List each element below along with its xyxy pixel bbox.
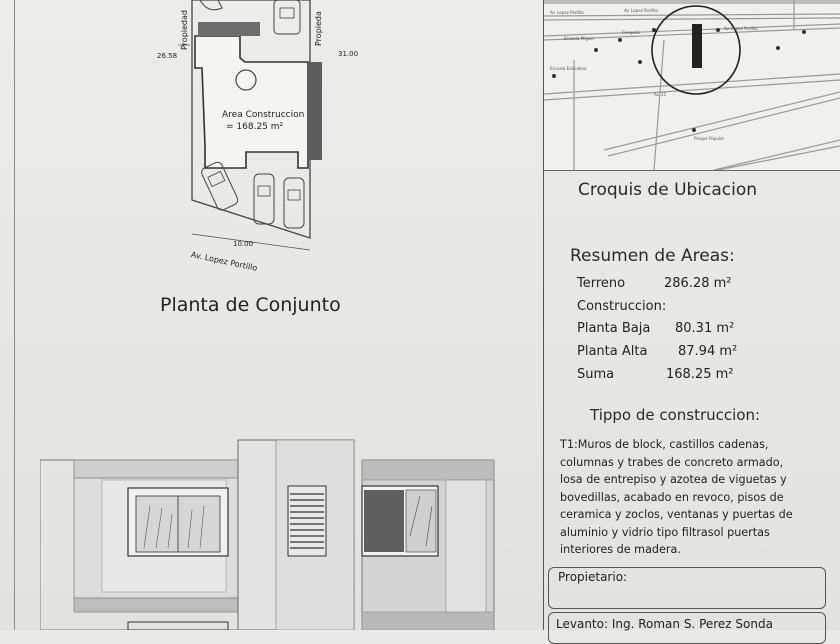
neighbor-right-label: Propieda	[314, 11, 323, 46]
dim-right: 31.00	[338, 50, 359, 58]
area-row-label: Planta Alta	[577, 344, 648, 359]
construction-line: interiores de madera.	[560, 543, 681, 556]
svg-text:Av. Lopez Portillo: Av. Lopez Portillo	[724, 26, 758, 31]
svg-text:Av. 21: Av. 21	[654, 92, 667, 97]
area-row-value: 87.94 m²	[678, 344, 738, 359]
svg-text:Av. Lopez Portillo: Av. Lopez Portillo	[550, 10, 584, 15]
area-row-value: 80.31 m²	[675, 321, 735, 336]
svg-text:Escuela Miguel: Escuela Miguel	[564, 36, 594, 41]
site-plan-title: Planta de Conjunto	[160, 294, 341, 316]
construction-line: T1:Muros de block, castillos cadenas,	[560, 438, 769, 451]
construction-title: Tippo de construccion:	[590, 406, 761, 424]
map-divider	[544, 170, 840, 171]
area-row-label: Suma	[577, 367, 615, 382]
area-value: = 168.25 m²	[226, 122, 284, 132]
owner-label: Propietario:	[558, 570, 628, 584]
construction-line: ceramica y zoclos, ventanas y puertas de	[560, 508, 793, 521]
area-row-label: Planta Baja	[577, 321, 651, 336]
svg-text:Cinepolis: Cinepolis	[622, 30, 641, 35]
construction-text	[560, 436, 793, 559]
area-label: Area Construccion	[222, 110, 305, 120]
svg-text:Av. Lopez Portillo: Av. Lopez Portillo	[624, 8, 658, 13]
street-label: Av. Lopez Portillo	[190, 250, 259, 273]
construction-line: aluminio y vidrio tipo filtrasol puertas	[560, 525, 770, 539]
areas-title: Resumen de Areas:	[570, 246, 735, 266]
elevation-drawing	[40, 436, 520, 630]
area-row-label: Terreno	[577, 276, 626, 291]
location-map	[544, 0, 840, 170]
dim-left: 26.58	[157, 52, 178, 60]
construction-line: columnas y trabes de concreto armado,	[560, 455, 784, 469]
area-row-label: Construccion:	[577, 299, 667, 314]
neighbor-left-label: Propiedad	[180, 10, 189, 50]
location-title: Croquis de Ubicacion	[578, 180, 758, 200]
sheet-border-left	[14, 0, 15, 630]
construction-line: bovedillas, acabado en revoco, pisos de	[560, 490, 784, 504]
area-row-value: 168.25 m²	[666, 367, 734, 382]
dim-bottom: 10.00	[233, 240, 254, 248]
svg-text:Parque Popular: Parque Popular	[694, 136, 725, 141]
survey-label: Levanto: Ing. Roman S. Perez Sonda	[556, 617, 773, 631]
svg-text:Escuela Educativa: Escuela Educativa	[550, 66, 587, 71]
area-row-value: 286.28 m²	[664, 276, 732, 291]
construction-line: losa de entrepiso y azotea de viguetas y	[560, 473, 787, 486]
